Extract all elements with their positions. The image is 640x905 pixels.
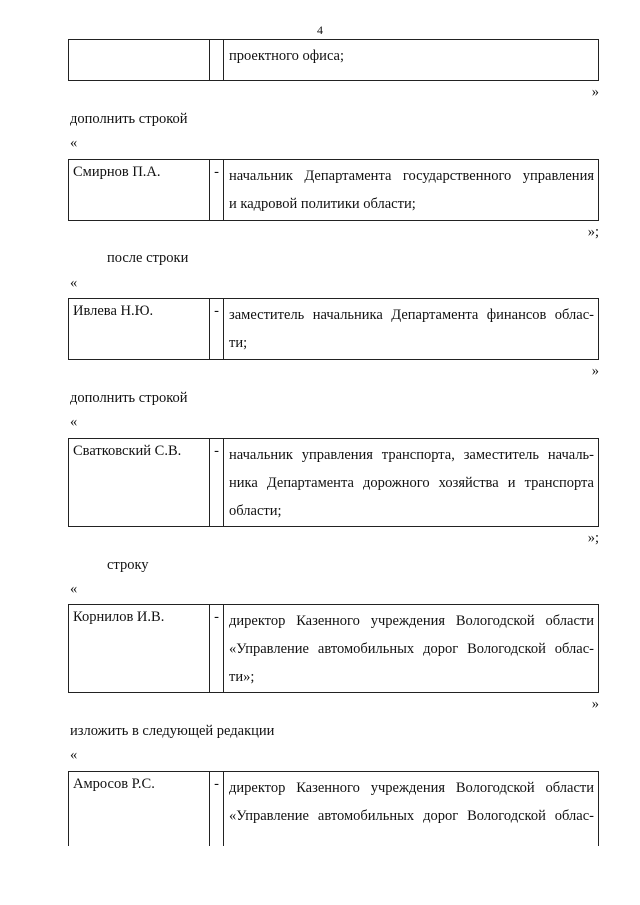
row-description-cell (224, 439, 598, 526)
row-name-cell: Амросов Р.С. (69, 772, 210, 846)
opening-quote: « (70, 747, 78, 763)
table-row (68, 39, 599, 81)
row-dash-cell: - (210, 605, 224, 692)
row-description-cell (224, 299, 598, 359)
opening-quote: « (70, 414, 78, 430)
row-description-cell (224, 40, 598, 80)
instruction-paragraph: после строки (107, 250, 189, 266)
row-name-cell: Сватковский С.В. (69, 439, 210, 526)
opening-quote: « (70, 581, 78, 597)
closing-quote: »; (587, 224, 599, 240)
row-name-cell (69, 40, 210, 80)
description-line: ти»; (229, 669, 255, 685)
closing-quote: » (591, 696, 599, 712)
description-line: области; (229, 503, 282, 519)
closing-quote: »; (587, 530, 599, 546)
description-line: «Управление автомобильных дорог Вологодской облас- (229, 808, 594, 824)
row-name-cell: Корнилов И.В. (69, 605, 210, 692)
description-line: заместитель начальника Департамента финансов облас- (229, 307, 594, 323)
table-row (68, 438, 599, 527)
row-description-cell (224, 605, 598, 692)
table-row (68, 159, 599, 221)
row-dash-cell: - (210, 772, 224, 846)
description-line: «Управление автомобильных дорог Вологодской облас- (229, 641, 594, 657)
row-description-cell (224, 772, 598, 846)
row-dash-cell: - (210, 160, 224, 220)
description-line: начальник Департамента государственного управления (229, 168, 594, 184)
description-line: ти; (229, 335, 248, 351)
instruction-paragraph: дополнить строкой (70, 111, 188, 127)
row-name-cell: Ивлева Н.Ю. (69, 299, 210, 359)
closing-quote: » (591, 84, 599, 100)
instruction-paragraph: дополнить строкой (70, 390, 188, 406)
row-dash-cell: - (210, 299, 224, 359)
description-line: проектного офиса; (229, 48, 345, 64)
description-line: директор Казенного учреждения Вологодской области (229, 613, 594, 629)
table-row (68, 604, 599, 693)
table-row (68, 771, 599, 846)
closing-quote: » (591, 363, 599, 379)
row-description-cell (224, 160, 598, 220)
opening-quote: « (70, 135, 78, 151)
row-dash-cell (210, 40, 224, 80)
description-line: начальник управления транспорта, заместитель началь- (229, 447, 594, 463)
opening-quote: « (70, 275, 78, 291)
table-row (68, 298, 599, 360)
description-line: ника Департамента дорожного хозяйства и транспорта (229, 475, 594, 491)
row-name-cell: Смирнов П.А. (69, 160, 210, 220)
row-dash-cell: - (210, 439, 224, 526)
instruction-paragraph: строку (107, 557, 149, 573)
page-number: 4 (317, 23, 323, 37)
description-line: директор Казенного учреждения Вологодской области (229, 780, 594, 796)
description-line: и кадровой политики области; (229, 196, 416, 212)
instruction-paragraph: изложить в следующей редакции (70, 723, 275, 739)
